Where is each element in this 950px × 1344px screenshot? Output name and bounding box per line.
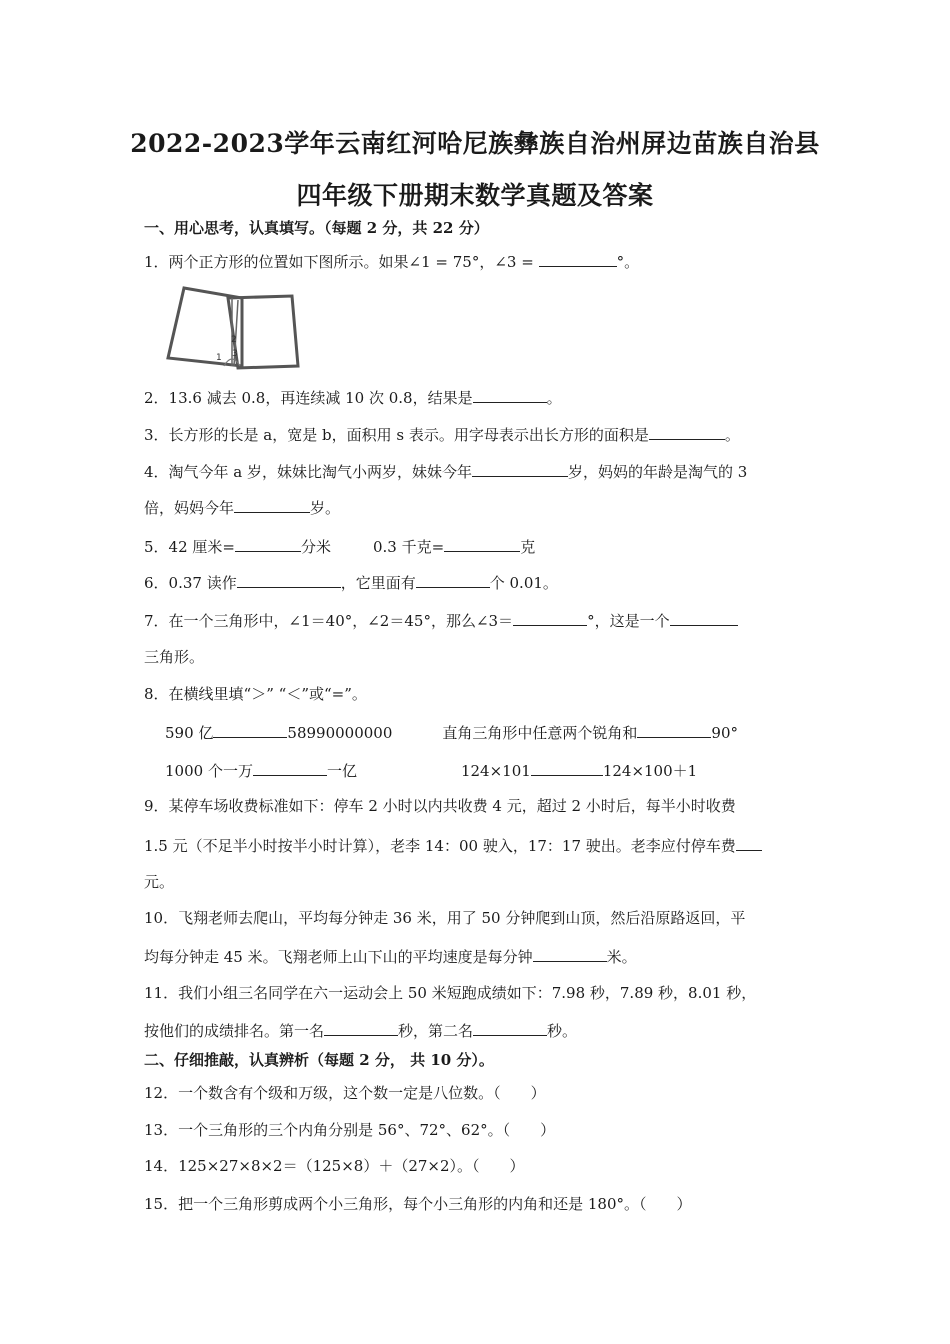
answer-blank[interactable] [253, 759, 327, 776]
answer-blank[interactable] [235, 535, 301, 552]
section-2-heading: 二、仔细推敲，认真辨析（每题 2 分， 共 10 分）。 [144, 1051, 494, 1069]
section-1-heading: 一、用心思考，认真填写。（每题 2 分，共 22 分） [144, 219, 489, 237]
compare-right-4: 124×100＋1 [602, 762, 698, 780]
answer-blank[interactable] [324, 1019, 398, 1036]
question-6 [144, 571, 558, 593]
question-5-unit-1: 分米 [300, 538, 331, 556]
question-8-row-1 [165, 721, 738, 743]
question-4-line-1 [144, 460, 747, 482]
question-13: 13．一个三角形的三个内角分别是 56°、72°、62°。（ ） [144, 1121, 556, 1139]
answer-blank[interactable] [533, 945, 607, 962]
question-14: 14．125×27×8×2＝（125×8）＋（27×2）。（ ） [144, 1157, 525, 1175]
answer-blank[interactable] [637, 721, 711, 738]
question-10-suffix: 米。 [606, 948, 637, 966]
question-1-suffix: °。 [616, 253, 640, 271]
question-5 [144, 535, 535, 557]
answer-blank[interactable] [473, 1019, 547, 1036]
question-11-line-1: 11．我们小组三名同学在六一运动会上 50 米短跑成绩如下：7.98 秒，7.89 秒，8.01 秒， [144, 984, 757, 1002]
answer-blank[interactable] [513, 609, 587, 626]
question-4-text-cont: 岁，妈妈的年龄是淘气的 3 [568, 463, 748, 481]
question-4-text: 4．淘气今年 a 岁，妹妹比淘气小两岁，妹妹今年 [144, 463, 473, 481]
angle-label-1: 1 [216, 353, 222, 363]
question-5-text-2: 0.3 千克= [372, 538, 445, 556]
compare-left-1: 590 亿 [165, 724, 214, 742]
compare-right-1: 58990000000 [287, 724, 393, 742]
document-title-line-1: 2022-2023学年云南红河哈尼族彝族自治州屏边苗族自治县 [130, 129, 820, 158]
answer-blank[interactable] [670, 609, 738, 626]
compare-right-3: 一亿 [326, 762, 357, 780]
question-9-line-3: 元。 [144, 873, 175, 891]
question-3-text: 3．长方形的长是 a，宽是 b，面积用 s 表示。用字母表示出长方形的面积是 [144, 426, 649, 444]
question-9-line-2 [144, 834, 762, 856]
two-squares-figure [162, 286, 302, 370]
question-2-text: 2．13.6 减去 0.8，再连续减 10 次 0.8，结果是 [144, 389, 473, 407]
answer-blank[interactable] [531, 759, 603, 776]
question-10-line-2 [144, 945, 637, 967]
answer-blank[interactable] [472, 460, 568, 477]
question-8-row-2 [165, 759, 697, 781]
question-3-suffix: 。 [724, 426, 740, 444]
question-2-suffix: 。 [546, 389, 562, 407]
question-11-line-2 [144, 1019, 577, 1041]
answer-blank[interactable] [539, 250, 617, 267]
compare-right-2: 90° [711, 724, 738, 742]
answer-blank[interactable] [444, 535, 520, 552]
question-6-text-2: ，它里面有 [340, 574, 416, 592]
question-4-text-line2: 倍，妈妈今年 [144, 499, 235, 517]
question-4-line-2 [144, 496, 340, 518]
question-8-intro: 8．在横线里填“＞” “＜”或“=”。 [144, 685, 367, 703]
question-10-line-1: 10．飞翔老师去爬山，平均每分钟走 36 米，用了 50 分钟爬到山顶，然后沿原路返回，平 [144, 909, 746, 927]
question-9-text: 1.5 元（不足半小时按半小时计算），老李 14：00 驶入，17：17 驶出。老李应付停车费 [144, 837, 736, 855]
question-4-suffix: 岁。 [310, 499, 341, 517]
question-7-line-1 [144, 609, 738, 631]
answer-blank[interactable] [237, 571, 341, 588]
question-7-line-2: 三角形。 [144, 648, 205, 666]
compare-left-2: 直角三角形中任意两个锐角和 [442, 724, 638, 742]
compare-left-4: 124×101 [460, 762, 531, 780]
answer-blank[interactable] [416, 571, 490, 588]
answer-blank[interactable] [473, 386, 547, 403]
question-11-suffix: 秒。 [547, 1022, 578, 1040]
question-11-text: 按他们的成绩排名。第一名 [144, 1022, 325, 1040]
question-1-text: 1．两个正方形的位置如下图所示。如果∠1 = 75°，∠3 = [144, 253, 539, 271]
question-12: 12．一个数含有个级和万级，这个数一定是八位数。（ ） [144, 1084, 546, 1102]
question-6-suffix: 个 0.01。 [489, 574, 558, 592]
question-1 [144, 250, 639, 272]
answer-blank[interactable] [736, 834, 762, 851]
question-6-text: 6．0.37 读作 [144, 574, 237, 592]
question-10-text: 均每分钟走 45 米。飞翔老师上山下山的平均速度是每分钟 [144, 948, 533, 966]
question-7-text-2: °，这是一个 [587, 612, 670, 630]
question-2 [144, 386, 562, 408]
angle-label-3: 3 [232, 349, 238, 359]
angle-label-2: 2 [231, 335, 237, 345]
compare-left-3: 1000 个一万 [165, 762, 253, 780]
question-7-text: 7．在一个三角形中，∠1＝40°，∠2＝45°，那么∠3＝ [144, 612, 514, 630]
question-11-text-2: 秒，第二名 [398, 1022, 474, 1040]
question-5-unit-2: 克 [520, 538, 536, 556]
question-5-text: 5．42 厘米= [144, 538, 235, 556]
document-title-line-2: 四年级下册期末数学真题及答案 [296, 181, 654, 210]
question-15: 15．把一个三角形剪成两个小三角形，每个小三角形的内角和还是 180°。（ ） [144, 1195, 692, 1213]
answer-blank[interactable] [213, 721, 287, 738]
answer-blank[interactable] [234, 496, 310, 513]
answer-blank[interactable] [649, 423, 725, 440]
question-3 [144, 423, 740, 445]
question-9-line-1: 9．某停车场收费标准如下：停车 2 小时以内共收费 4 元，超过 2 小时后，每半小时收费 [144, 797, 736, 815]
